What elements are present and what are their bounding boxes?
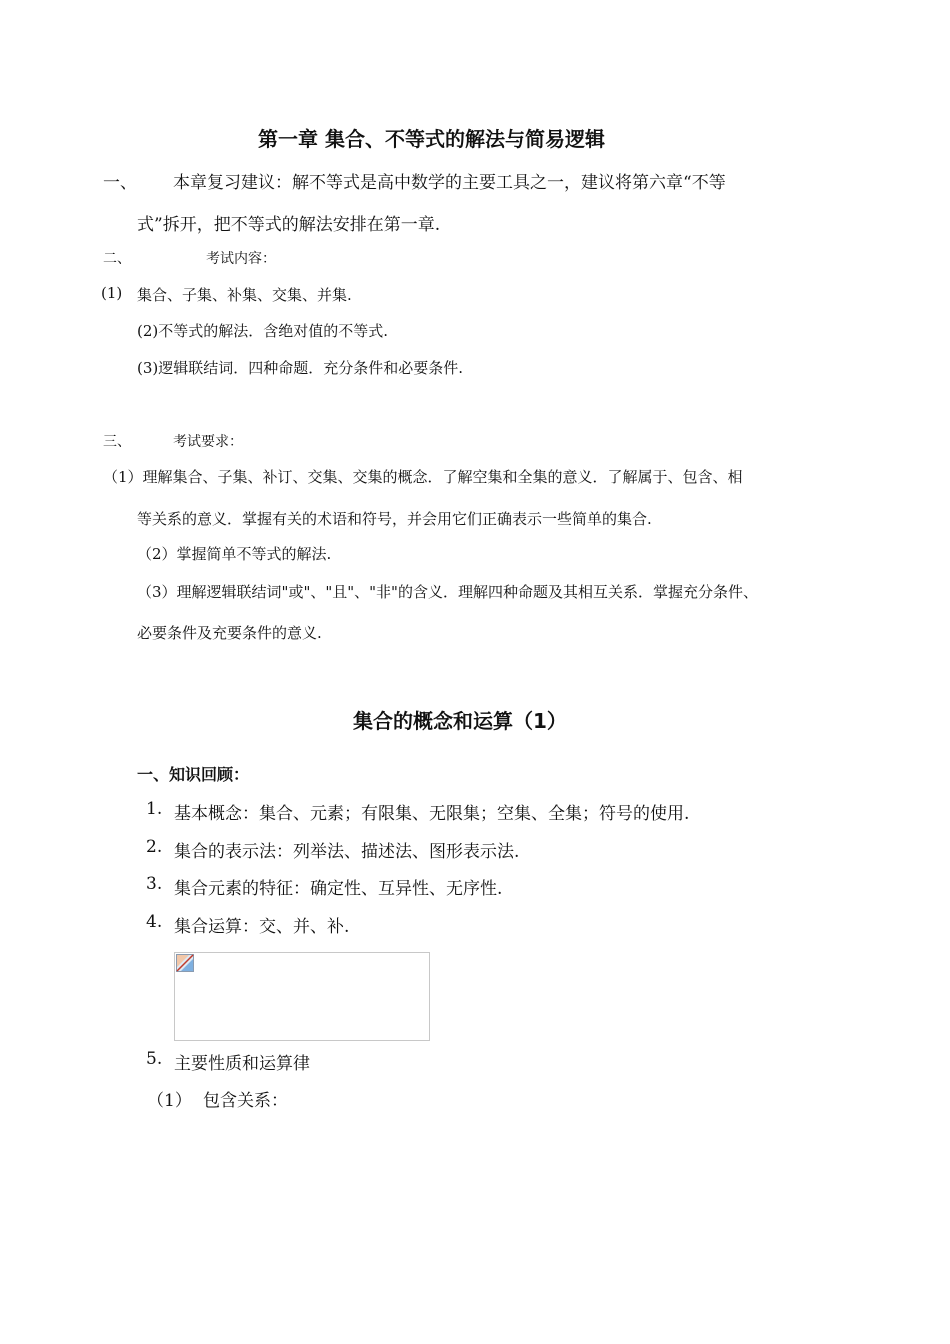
section2-item1: 集合、子集、补集、交集、并集.	[137, 286, 352, 304]
review-item2-num: 2.	[146, 837, 163, 857]
lesson-title: 集合的概念和运算（1）	[353, 709, 567, 733]
section1-marker: 一、	[103, 173, 137, 193]
broken-image-icon	[176, 954, 194, 972]
chapter-title: 第一章 集合、不等式的解法与简易逻辑	[258, 127, 605, 151]
section2-heading: 考试内容：	[206, 251, 276, 267]
review-item4-text: 集合运算：交、并、补.	[174, 917, 350, 937]
review-sub1-num: （1）	[147, 1091, 192, 1111]
section2-marker: 二、	[103, 251, 131, 267]
broken-image-placeholder	[174, 952, 430, 1041]
section3-item3-line1: （3）理解逻辑联结词"或"、"且"、"非"的含义．理解四种命题及其相互关系．掌握充分条件、	[137, 583, 758, 601]
section3-marker: 三、	[103, 434, 131, 450]
review-item3-text: 集合元素的特征：确定性、互异性、无序性.	[174, 879, 503, 899]
review-heading: 一、知识回顾：	[137, 765, 250, 784]
section3-item1-line1: （1）理解集合、子集、补订、交集、交集的概念．了解空集和全集的意义．了解属于、包含、相	[103, 468, 743, 486]
review-item5-text: 主要性质和运算律	[174, 1054, 310, 1074]
review-item1-num: 1.	[146, 799, 163, 819]
section3-item3-line2: 必要条件及充要条件的意义.	[137, 624, 322, 642]
section3-item2: （2）掌握简单不等式的解法.	[137, 545, 332, 563]
review-item4-num: 4.	[146, 912, 163, 932]
section1-line1: 本章复习建议：解不等式是高中数学的主要工具之一，建议将第六章“不等	[173, 173, 726, 193]
review-sub1-text: 包含关系：	[203, 1091, 288, 1111]
section2-item3: (3)逻辑联结词．四种命题．充分条件和必要条件.	[137, 359, 464, 377]
review-item5-num: 5.	[146, 1049, 163, 1069]
section3-heading: 考试要求：	[173, 434, 243, 450]
section1-line2: 式”拆开，把不等式的解法安排在第一章.	[137, 215, 441, 235]
review-item3-num: 3.	[146, 874, 163, 894]
section2-item1-marker: (1)	[101, 284, 123, 302]
section2-item2: (2)不等式的解法．含绝对值的不等式.	[137, 322, 389, 340]
section3-item1-line2: 等关系的意义．掌握有关的术语和符号，并会用它们正确表示一些简单的集合.	[137, 510, 652, 528]
review-item1-text: 基本概念：集合、元素；有限集、无限集；空集、全集；符号的使用.	[174, 804, 690, 824]
review-item2-text: 集合的表示法：列举法、描述法、图形表示法.	[174, 842, 520, 862]
